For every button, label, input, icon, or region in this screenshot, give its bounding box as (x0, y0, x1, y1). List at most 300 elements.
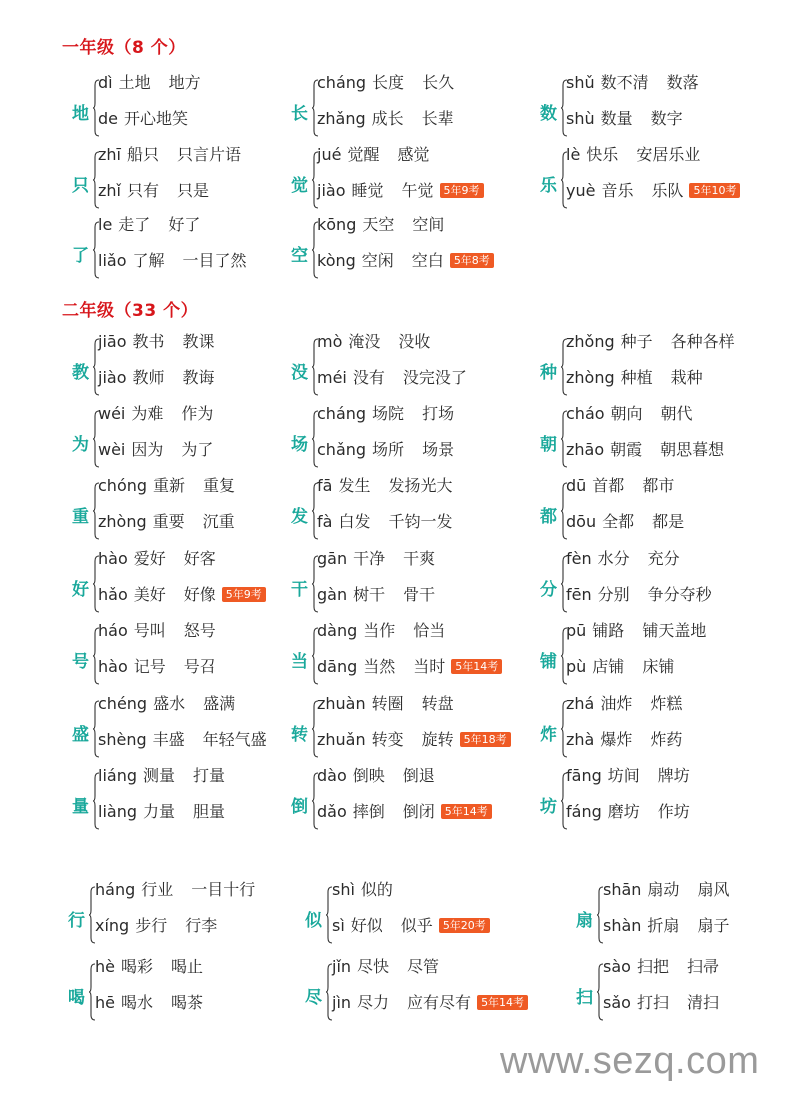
reading-line (566, 512, 684, 532)
pinyin: méi (317, 368, 347, 387)
pinyin: chǎng (317, 440, 367, 459)
polyphone-character: 地 (72, 104, 89, 124)
example-word: 转变 (371, 730, 404, 749)
polyphone-entry (72, 623, 312, 695)
pinyin: jiāo (98, 332, 127, 351)
section-title-grade-2: 二年级（33 个） (62, 301, 199, 321)
example-word: 种子 (620, 332, 653, 351)
polyphone-entry (291, 147, 531, 219)
polyphone-character: 数 (540, 104, 557, 124)
example-word: 一目了然 (182, 251, 247, 270)
reading-line (98, 404, 213, 424)
reading-line (317, 251, 494, 271)
exam-frequency-badge: 5年14考 (441, 804, 492, 819)
polyphone-character: 行 (68, 911, 85, 931)
example-word: 似的 (360, 880, 393, 899)
example-word: 朝向 (610, 404, 643, 423)
polyphone-entry (72, 768, 312, 840)
example-word: 应有尽有 (407, 993, 472, 1012)
example-word: 坊间 (607, 766, 640, 785)
polyphone-entry (72, 75, 312, 147)
example-word: 扇动 (647, 880, 680, 899)
example-word: 好似 (350, 916, 383, 935)
exam-frequency-badge: 5年14考 (477, 995, 528, 1010)
example-word: 为了 (181, 440, 214, 459)
example-word: 号召 (183, 657, 216, 676)
example-word: 为难 (131, 404, 164, 423)
reading-line (98, 730, 267, 750)
pinyin: háng (95, 880, 136, 899)
reading-line (98, 109, 188, 129)
example-word: 数不清 (600, 73, 649, 92)
example-word: 店铺 (592, 657, 625, 676)
example-word: 都是 (652, 512, 685, 531)
example-word: 快乐 (586, 145, 619, 164)
pinyin: mò (317, 332, 343, 351)
reading-line (566, 694, 682, 714)
example-word: 转圈 (371, 694, 404, 713)
pinyin: dì (98, 73, 113, 92)
example-word: 步行 (135, 916, 168, 935)
example-word: 当作 (363, 621, 396, 640)
section-title-grade-1: 一年级（8 个） (62, 38, 186, 58)
reading-line (98, 621, 216, 641)
polyphone-entry (291, 75, 531, 147)
reading-line (98, 368, 215, 388)
polyphone-entry (68, 959, 308, 1031)
polyphone-entry (72, 217, 312, 289)
polyphone-entry (540, 406, 780, 478)
exam-frequency-badge: 5年8考 (450, 253, 494, 268)
reading-line (603, 880, 729, 900)
example-word: 栽种 (670, 368, 703, 387)
reading-line (566, 332, 735, 352)
polyphone-entry (305, 959, 545, 1031)
reading-line (317, 549, 435, 569)
pinyin: zhà (566, 730, 595, 749)
reading-line (566, 621, 706, 641)
pinyin: lè (566, 145, 581, 164)
example-word: 因为 (131, 440, 164, 459)
pinyin: cháng (317, 404, 367, 423)
example-word: 水分 (597, 549, 630, 568)
example-word: 教诲 (182, 368, 215, 387)
polyphone-entry (291, 696, 531, 768)
pinyin: dào (317, 766, 347, 785)
reading-line (98, 549, 216, 569)
reading-line (566, 181, 740, 201)
example-word: 教书 (132, 332, 165, 351)
example-word: 没收 (398, 332, 431, 351)
reading-line (317, 694, 454, 714)
reading-line (566, 476, 674, 496)
example-word: 作为 (181, 404, 214, 423)
reading-line (317, 802, 492, 822)
example-word: 沉重 (202, 512, 235, 531)
example-word: 油炸 (600, 694, 633, 713)
example-word: 空闲 (361, 251, 394, 270)
reading-line (566, 368, 703, 388)
example-word: 当时 (413, 657, 446, 676)
pinyin: pù (566, 657, 587, 676)
example-word: 朝代 (660, 404, 693, 423)
polyphone-character: 扇 (576, 911, 593, 931)
example-word: 场院 (372, 404, 405, 423)
reading-line (566, 730, 682, 750)
pinyin: zhòng (566, 368, 615, 387)
polyphone-entry (291, 623, 531, 695)
pinyin: cháng (317, 73, 367, 92)
example-word: 空间 (412, 215, 445, 234)
example-word: 转盘 (421, 694, 454, 713)
example-word: 数量 (600, 109, 633, 128)
pinyin: hào (98, 657, 128, 676)
polyphone-character: 尽 (305, 988, 322, 1008)
polyphone-entry (72, 334, 312, 406)
example-word: 尽快 (357, 957, 390, 976)
polyphone-entry (72, 147, 312, 219)
example-word: 地方 (168, 73, 201, 92)
example-word: 喝茶 (171, 993, 204, 1012)
example-word: 行李 (185, 916, 218, 935)
pinyin: jìn (332, 993, 352, 1012)
pinyin: shān (603, 880, 642, 899)
polyphone-character: 坊 (540, 797, 557, 817)
example-word: 一目十行 (191, 880, 256, 899)
reading-line (95, 957, 203, 977)
example-word: 长度 (372, 73, 405, 92)
reading-line (98, 215, 200, 235)
example-word: 首都 (592, 476, 625, 495)
example-word: 场景 (422, 440, 455, 459)
reading-line (566, 404, 693, 424)
example-word: 倒退 (402, 766, 435, 785)
pinyin: sì (332, 916, 345, 935)
pinyin: xíng (95, 916, 130, 935)
pinyin: yuè (566, 181, 596, 200)
example-word: 记号 (133, 657, 166, 676)
pinyin: de (98, 109, 118, 128)
polyphone-character: 朝 (540, 435, 557, 455)
example-word: 走了 (118, 215, 151, 234)
polyphone-character: 空 (291, 246, 308, 266)
pinyin: fáng (566, 802, 602, 821)
pinyin: gān (317, 549, 348, 568)
example-word: 充分 (647, 549, 680, 568)
reading-line (317, 585, 435, 605)
reading-line (98, 585, 266, 605)
polyphone-entry (291, 551, 531, 623)
example-word: 数落 (666, 73, 699, 92)
polyphone-character: 倒 (291, 797, 308, 817)
example-word: 发扬光大 (388, 476, 453, 495)
example-word: 折扇 (647, 916, 680, 935)
example-word: 重新 (153, 476, 186, 495)
example-word: 干净 (353, 549, 386, 568)
example-word: 觉醒 (347, 145, 380, 164)
pinyin: jué (317, 145, 342, 164)
pinyin: hào (98, 549, 128, 568)
example-word: 争分夺秒 (647, 585, 712, 604)
polyphone-entry (540, 551, 780, 623)
pinyin: sào (603, 957, 631, 976)
pinyin: dàng (317, 621, 358, 640)
example-word: 摔倒 (352, 802, 385, 821)
pinyin: liàng (98, 802, 137, 821)
polyphone-character: 号 (72, 652, 89, 672)
example-word: 分别 (597, 585, 630, 604)
pinyin: zhòng (98, 512, 147, 531)
example-word: 似乎 (400, 916, 433, 935)
example-word: 全都 (602, 512, 635, 531)
pinyin: le (98, 215, 113, 234)
reading-line (317, 766, 435, 786)
example-word: 重要 (152, 512, 185, 531)
example-word: 行业 (141, 880, 174, 899)
polyphone-character: 都 (540, 507, 557, 527)
reading-line (332, 957, 439, 977)
polyphone-entry (291, 478, 531, 550)
example-word: 扇风 (697, 880, 730, 899)
polyphone-character: 重 (72, 507, 89, 527)
reading-line (98, 802, 225, 822)
example-word: 干爽 (403, 549, 436, 568)
pinyin: wéi (98, 404, 126, 423)
example-word: 成长 (371, 109, 404, 128)
reading-line (566, 73, 699, 93)
reading-line (98, 657, 216, 677)
pinyin: kòng (317, 251, 356, 270)
polyphone-character: 似 (305, 911, 322, 931)
example-word: 炸糕 (650, 694, 683, 713)
example-word: 扫帚 (686, 957, 719, 976)
example-word: 丰盛 (152, 730, 185, 749)
example-word: 尽力 (357, 993, 390, 1012)
example-word: 铺路 (592, 621, 625, 640)
pinyin: fèn (566, 549, 592, 568)
polyphone-character: 乐 (540, 176, 557, 196)
polyphone-entry (305, 882, 545, 954)
example-word: 朝思暮想 (660, 440, 725, 459)
polyphone-character: 盛 (72, 725, 89, 745)
polyphone-entry (291, 768, 531, 840)
pinyin: hē (95, 993, 115, 1012)
pinyin: zhǐ (98, 181, 121, 200)
reading-line (95, 993, 203, 1013)
pinyin: sǎo (603, 993, 631, 1012)
reading-line (317, 368, 467, 388)
polyphone-character: 铺 (540, 652, 557, 672)
example-word: 爆炸 (600, 730, 633, 749)
example-word: 开心地笑 (124, 109, 189, 128)
example-word: 恰当 (413, 621, 446, 640)
pinyin: dū (566, 476, 587, 495)
polyphone-character: 炸 (540, 725, 557, 745)
example-word: 种植 (620, 368, 653, 387)
pinyin: fēn (566, 585, 592, 604)
reading-line (317, 621, 445, 641)
example-word: 扫把 (636, 957, 669, 976)
example-word: 各种各样 (670, 332, 735, 351)
pinyin: chóng (98, 476, 148, 495)
polyphone-entry (576, 882, 800, 954)
polyphone-entry (291, 406, 531, 478)
example-word: 倒闭 (402, 802, 435, 821)
polyphone-character: 量 (72, 797, 89, 817)
example-word: 爱好 (133, 549, 166, 568)
reading-line (98, 766, 225, 786)
example-word: 场所 (372, 440, 405, 459)
example-word: 怒号 (183, 621, 216, 640)
polyphone-character: 觉 (291, 176, 308, 196)
reading-line (317, 657, 502, 677)
reading-line (98, 694, 235, 714)
example-word: 教师 (132, 368, 165, 387)
pinyin: fā (317, 476, 333, 495)
pinyin: cháo (566, 404, 605, 423)
example-word: 旋转 (421, 730, 454, 749)
reading-line (603, 993, 719, 1013)
pinyin: pū (566, 621, 587, 640)
polyphone-character: 发 (291, 507, 308, 527)
polyphone-character: 为 (72, 435, 89, 455)
polyphone-character: 只 (72, 176, 89, 196)
reading-line (332, 880, 393, 900)
polyphone-character: 好 (72, 580, 89, 600)
pinyin: zhǒng (566, 332, 615, 351)
example-word: 乐队 (651, 181, 684, 200)
pinyin: liǎo (98, 251, 127, 270)
example-word: 长辈 (421, 109, 454, 128)
reading-line (98, 251, 247, 271)
reading-line (603, 916, 729, 936)
reading-line (98, 332, 215, 352)
pinyin: wèi (98, 440, 126, 459)
example-word: 午觉 (401, 181, 434, 200)
example-word: 盛满 (203, 694, 236, 713)
polyphone-character: 扫 (576, 988, 593, 1008)
example-word: 铺天盖地 (642, 621, 707, 640)
reading-line (98, 476, 235, 496)
reading-line (566, 145, 700, 165)
reading-line (317, 181, 484, 201)
reading-line (332, 993, 528, 1013)
example-word: 好像 (183, 585, 216, 604)
example-word: 数字 (650, 109, 683, 128)
example-word: 喝水 (120, 993, 153, 1012)
pinyin: háo (98, 621, 128, 640)
example-word: 发生 (338, 476, 371, 495)
reading-line (98, 145, 241, 165)
pinyin: zhī (98, 145, 121, 164)
reading-line (317, 404, 454, 424)
reading-line (98, 512, 235, 532)
example-word: 磨坊 (607, 802, 640, 821)
polyphone-character: 场 (291, 435, 308, 455)
example-word: 打扫 (636, 993, 669, 1012)
pinyin: zhuàn (317, 694, 366, 713)
polyphone-entry (540, 768, 780, 840)
example-word: 只有 (126, 181, 159, 200)
example-word: 感觉 (397, 145, 430, 164)
polyphone-entry (291, 217, 531, 289)
example-word: 树干 (353, 585, 386, 604)
example-word: 力量 (143, 802, 176, 821)
exam-frequency-badge: 5年18考 (460, 732, 511, 747)
pinyin: shèng (98, 730, 147, 749)
polyphone-character: 干 (291, 580, 308, 600)
pinyin: zhuǎn (317, 730, 366, 749)
pinyin: shǔ (566, 73, 595, 92)
example-word: 盛水 (153, 694, 186, 713)
pinyin: shì (332, 880, 355, 899)
example-word: 都市 (642, 476, 675, 495)
pinyin: shù (566, 109, 595, 128)
pinyin: zhāo (566, 440, 605, 459)
example-word: 淹没 (348, 332, 381, 351)
reading-line (566, 802, 690, 822)
polyphone-entry (72, 478, 312, 550)
example-word: 扇子 (697, 916, 730, 935)
polyphone-entry (72, 551, 312, 623)
reading-line (98, 440, 213, 460)
example-word: 安居乐业 (636, 145, 701, 164)
example-word: 喝止 (171, 957, 204, 976)
example-word: 没完没了 (402, 368, 467, 387)
polyphone-entry (576, 959, 800, 1031)
reading-line (317, 109, 454, 129)
reading-line (98, 181, 209, 201)
example-word: 船只 (126, 145, 159, 164)
polyphone-entry (72, 696, 312, 768)
exam-frequency-badge: 5年10考 (689, 183, 740, 198)
reading-line (317, 332, 430, 352)
polyphone-character: 喝 (68, 988, 85, 1008)
reading-line (317, 73, 454, 93)
reading-line (317, 730, 511, 750)
polyphone-entry (72, 406, 312, 478)
reading-line (317, 215, 444, 235)
example-word: 牌坊 (657, 766, 690, 785)
example-word: 炸药 (650, 730, 683, 749)
example-word: 天空 (362, 215, 395, 234)
polyphone-character: 长 (291, 104, 308, 124)
example-word: 长久 (422, 73, 455, 92)
polyphone-character: 分 (540, 580, 557, 600)
example-word: 尽管 (407, 957, 440, 976)
polyphone-character: 转 (291, 725, 308, 745)
pinyin: kōng (317, 215, 357, 234)
polyphone-character: 了 (72, 246, 89, 266)
example-word: 倒映 (352, 766, 385, 785)
polyphone-character: 教 (72, 363, 89, 383)
polyphone-entry (540, 147, 780, 219)
reading-line (566, 657, 674, 677)
polyphone-entry (540, 623, 780, 695)
reading-line (95, 880, 255, 900)
polyphone-entry (540, 75, 780, 147)
example-word: 土地 (118, 73, 151, 92)
exam-frequency-badge: 5年14考 (451, 659, 502, 674)
reading-line (566, 585, 712, 605)
reading-line (566, 766, 690, 786)
reading-line (317, 440, 454, 460)
reading-line (95, 916, 217, 936)
polyphone-character: 没 (291, 363, 308, 383)
polyphone-character: 当 (291, 652, 308, 672)
pinyin: fà (317, 512, 333, 531)
example-word: 没有 (352, 368, 385, 387)
